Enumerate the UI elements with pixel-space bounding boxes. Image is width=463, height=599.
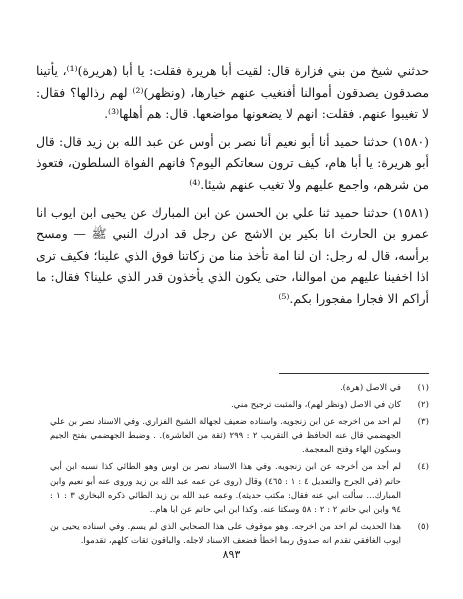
page-number: ٨٩٣ bbox=[222, 548, 241, 561]
main-text bbox=[36, 60, 429, 310]
footnote-item bbox=[50, 398, 429, 412]
footnote-number: (٤) bbox=[417, 462, 429, 473]
footnote-text: لم أجد من أخرجه عن ابن زنجويه. وفي هذا الاسناد نصر بن اوس وهو الطائي كذا نسبه ابن أبي حاتم (في الجرح والتعديل ٤ : ١ : ٤٦٥) وقال (روى عن عمه عبد الله بن زيد وروى عنه أبو نعيم وابن المبارك... سألت ابي عنه فقال: مكتب حديثه). وعمه عبد الله بن زيد الطائي ذكره البخاري ٣ : ١ : ٩٤ وابن ابي حاتم ٢ : ٢ : ٥٨ وسكتا عنه. وكذا ابن ابي حاتم عن ابا هام.. bbox=[50, 462, 401, 515]
paragraph-intro: حدثني شيخ من بني فزارة قال: لقيت أبا هريرة فقلت: يا أبا (هريرة)⁽¹⁾، يأتينا مصدقون يصدقون أموالنا أفنغيب عنهم خيارها، (ونظهر)⁽²⁾ لهم رذالها؟ فقال: لا تغيبوا عنهم. فقلت: انهم لا يضعونها مواضعها. قال: هم أهلها⁽³⁾. bbox=[36, 63, 429, 122]
footnote-number: (٢) bbox=[417, 400, 429, 411]
footnote-number: (٥) bbox=[417, 521, 429, 532]
footnote-item bbox=[50, 415, 429, 457]
footnote-separator bbox=[279, 373, 429, 374]
footnote-text: هذا الحديث لم احد من اخرجه. وهو موقوف على هذا الصحابي الذي لم يسم. وفي اسناده يحيى بن ايوب الغافقي تقدم انه صدوق ربما اخطأ فضعف الاسناد لاجله. والباقون ثقات كلهم، تقدموا. bbox=[50, 521, 401, 546]
footnote-text: في الاصل (هرة). bbox=[339, 383, 401, 393]
footnote-text: كان في الاصل (ونظر لهم)، والمثبت ترجيح مني. bbox=[230, 400, 401, 411]
paragraph-hadith-1581: (١٥٨١) حدثنا حميد ثنا علي بن الحسن عن ابن المبارك عن يحيى ابن ايوب انا عمرو بن الحارث انا بكير بن الاشج عن رجل قد ادرك النبي ﷺ — ومسح برأسه، قال له رجل: ان لنا امة تأخذ منا من زكاتنا فوق الذي علينا؛ فكيف ترى اذا اخفينا عليهم من اموالنا، حتى يكون الذي يأخذون قدر الذي علينا؟ فقال: ما أراكم الا فجارا مفجورا بكم.⁽⁵⁾ bbox=[36, 204, 429, 306]
footnote-item bbox=[50, 460, 429, 516]
footnote-number: (١) bbox=[417, 383, 429, 393]
footnote-number: (٣) bbox=[417, 417, 429, 428]
footnote-item bbox=[50, 381, 429, 395]
footnotes-list bbox=[50, 381, 429, 551]
footnote-text: لم احد من اخرجه عن ابن زنجويه. واسناده ضعيف لجهالة الشيخ الفزاري. وفي الاسناد نصر بن علي الجهضمي قال عنه الحافظ في التقريب ٢ : ٢٩٩ (ثقة من العاشرة). . وضبط الجهضمي بفتح الجيم وسكون الهاء وفتح المعجمة. bbox=[50, 417, 401, 456]
footnote-item bbox=[50, 520, 429, 548]
paragraph-hadith-1580: (١٥٨٠) حدثنا حميد أنا أبو نعيم أنا نصر بن أوس عن عبد الله بن زيد قال: قال أبو هريرة: يا أبا هام، كيف ترون سعاتكم اليوم؟ فانهم الفواة السلطون، فتعوذ من شرهم، واجمع عليهم ولا تغيب عنهم شيئا.⁽⁴⁾ bbox=[36, 133, 429, 192]
